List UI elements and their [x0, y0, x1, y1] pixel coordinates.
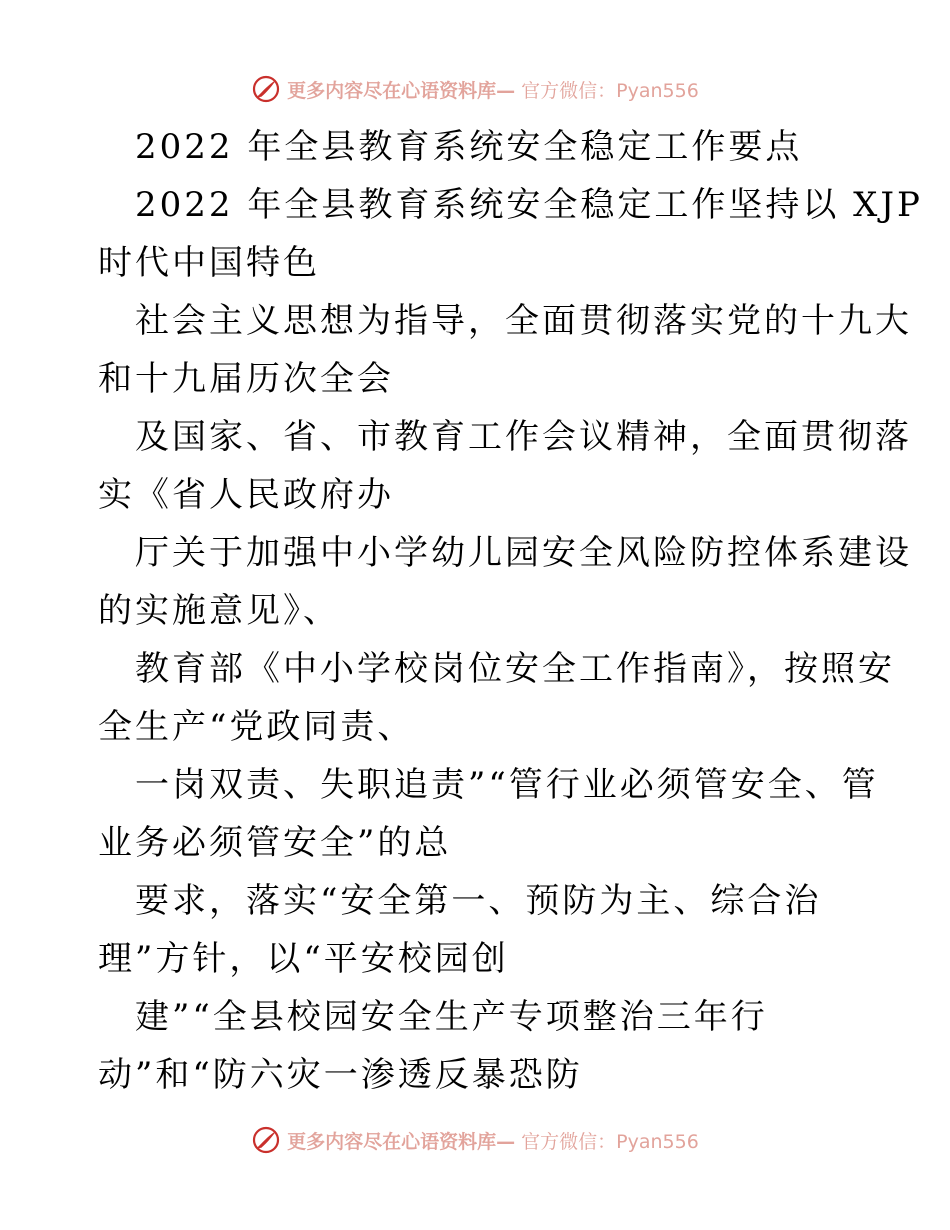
text-line: 时代中国特色 [98, 243, 320, 283]
document-title: 2022 年全县教育系统安全稳定工作要点 [135, 127, 803, 167]
text-line: 的实施意见》、 [98, 591, 340, 631]
text-line: 教育部《中小学校岗位安全工作指南》，按照安 [135, 649, 895, 689]
text-line: 建”“全县校园安全生产专项整治三年行 [135, 997, 768, 1037]
watermark-header [0, 72, 950, 106]
document-body [98, 118, 923, 1104]
text-line: 2022 年全县教育系统安全稳定工作坚持以 XJP [135, 185, 923, 225]
watermark-text: 更多内容尽在心语资料库— [287, 1130, 516, 1153]
watermark-contact: 官方微信：Pyan556 [521, 79, 699, 102]
quill-circle-icon [251, 1125, 281, 1155]
text-line: 及国家、省、市教育工作会议精神，全面贯彻落 [135, 417, 912, 457]
text-line: 实《省人民政府办 [98, 475, 394, 515]
watermark-contact: 官方微信：Pyan556 [521, 1130, 699, 1153]
text-line: 要求，落实“安全第一、预防为主、综合治 [135, 881, 822, 921]
text-line: 理”方针，以“平安校园创 [98, 939, 509, 979]
watermark-footer [0, 1123, 950, 1157]
quill-circle-icon [251, 74, 281, 104]
text-line: 一岗双责、失职追责”“管行业必须管安全、管 [135, 765, 879, 805]
text-line: 社会主义思想为指导，全面贯彻落实党的十九大 [135, 301, 912, 341]
text-line: 动”和“防六灾一渗透反暴恐防 [98, 1055, 583, 1095]
text-line: 和十九届历次全会 [98, 359, 394, 399]
text-line: 全生产“党政同责、 [98, 707, 415, 747]
text-line: 厅关于加强中小学幼儿园安全风险防控体系建设 [135, 533, 912, 573]
watermark-text: 更多内容尽在心语资料库— [287, 79, 516, 102]
text-line: 业务必须管安全”的总 [98, 823, 452, 863]
